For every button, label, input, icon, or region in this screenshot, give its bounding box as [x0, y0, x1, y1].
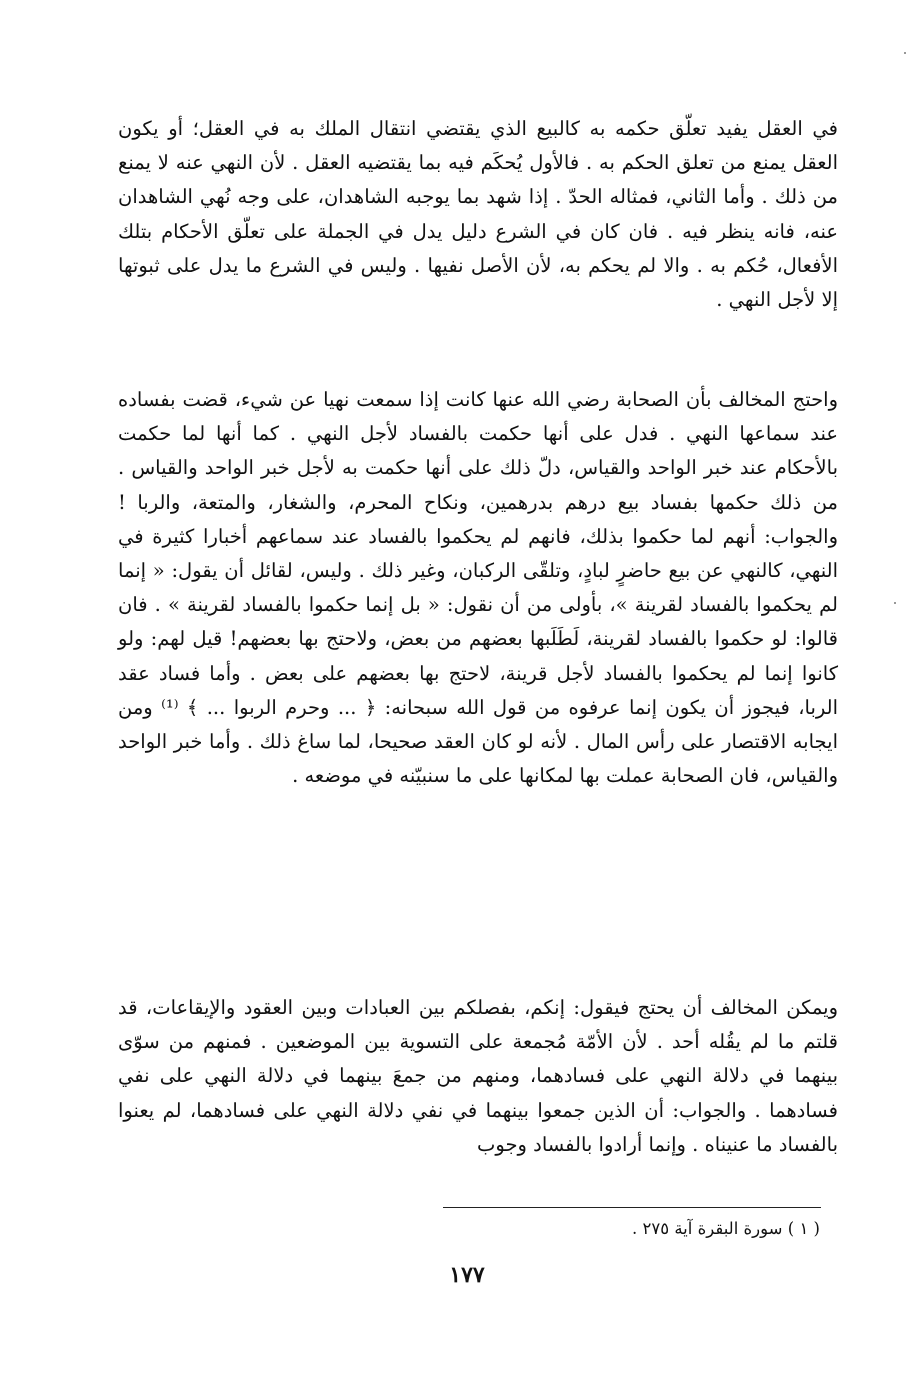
paragraph-1: في العقل يفيد تعلّق حكمه به كالبيع الذي يقتضي انتقال الملك به في العقل؛ أو يكون العقل يمنع من تعلق الحكم به . فالأول يُحكَم فيه بما يقتضيه العقل . لأن النهي عنه لا يمنع من ذلك . وأما الثاني، فمثاله الحدّ . إذا شهد بما يوجبه الشاهدان، على وجه نُهي الشاهدان عنه، فانه ينظر فيه . فان كان في الشرع دليل يدل في الجملة على تعلّق الأحكام بتلك الأفعال، حُكم به . والا لم يحكم به، لأن الأصل نفيها . وليس في الشرع ما يدل على ثبوتها إلا لأجل النهي .	[118, 117, 838, 312]
page-number: ١٧٧	[449, 1262, 485, 1288]
footnote-separator	[443, 1207, 821, 1208]
scan-speck-top	[904, 52, 906, 54]
footnote: ( ١ ) سورة البقرة آية ٢٧٥ .	[632, 1219, 820, 1238]
scan-speck-right	[894, 602, 896, 604]
paragraph-2: واحتج المخالف بأن الصحابة رضي الله عنها كانت إذا سمعت نهيا عن شيء، قضت بفساده عند سماعها النهي . فدل على أنها حكمت بالفساد لأجل النهي . كما أنها لما حكمت بالأحكام عند خبر الواحد والقياس، دلّ ذلك على أنها حكمت به لأجل خبر الواحد والقياس . من ذلك حكمها بفساد بيع درهم بدرهمين، ونكاح المحرم، والشغار، والمتعة، والربا ! والجواب: أنهم لما حكموا بذلك، فانهم لم يحكموا بالفساد عند سماعهم أخبارا كثيرة في النهي، كالنهي عن بيع حاضرٍ لبادٍ، وتلقّى الركبان، وغير ذلك . وليس، لقائل أن يقول: « إنما لم يحكموا بالفساد لقرينة »، بأولى من أن نقول: « بل إنما حكموا بالفساد لقرينة » . فان قالوا: لو حكموا بالفساد لقرينة، لَطَلَبها بعضهم من بعض، ولاحتج بها بعضهم! قيل لهم: ولو كانوا إنما لم يحكموا بالفساد لأجل قرينة، لاحتج بها بعضهم على بعض . وأما فساد عقد الربا، فيجوز أن يكون إنما عرفوه من قول الله سبحانه: ﴿ ... وحرم الربوا ... ﴾ ⁽¹⁾ ومن ايجابه الاقتصار على رأس المال . لأنه لو كان العقد صحيحا، لما ساغ ذلك . وأما خبر الواحد والقياس، فان الصحابة عملت بها لمكانها على ما سنبيّنه في موضعه .	[118, 388, 838, 788]
paragraph-3: ويمكن المخالف أن يحتج فيقول: إنكم، بفصلكم بين العبادات وبين العقود والإيقاعات، قد قلتم ما لم يقُله أحد . لأن الأمّة مُجمعة على التسوية بين الموضعين . فمنهم من سوّى بينهما في دلالة النهي على فسادهما، ومنهم من جمعَ بينهما في دلالة النهي على نفي فسادهما . والجواب: أن الذين جمعوا بينهما في نفي دلالة النهي على فسادهما، لم يعنوا بالفساد ما عنيناه . وإنما أرادوا بالفساد وجوب	[118, 996, 838, 1156]
